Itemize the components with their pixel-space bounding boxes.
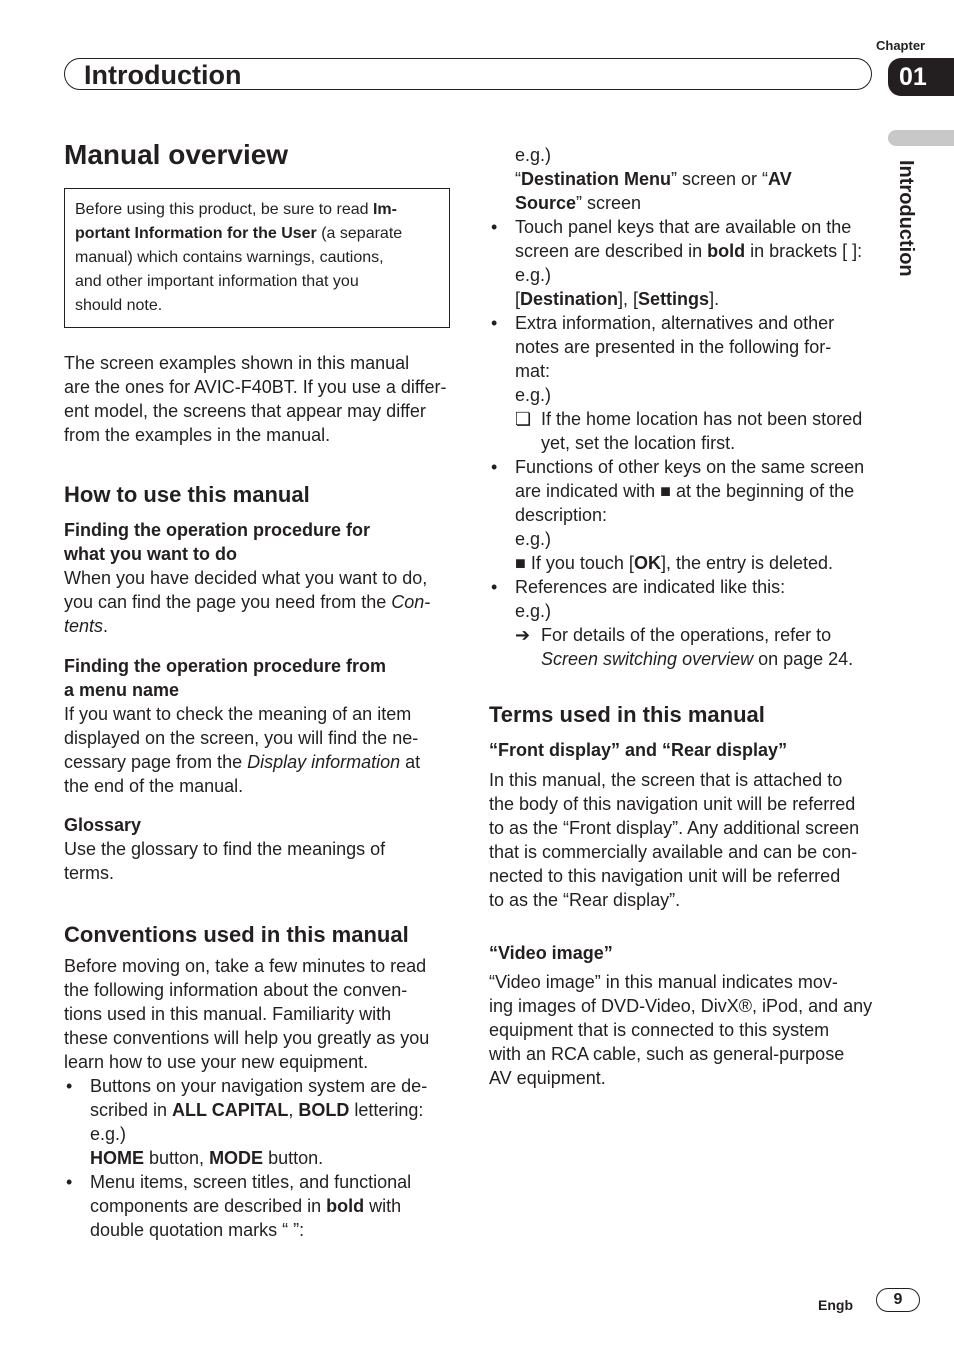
bold-text: bold <box>707 241 746 261</box>
intro-line: ent model, the screens that appear may differ <box>64 401 426 421</box>
body-line: If you want to check the meaning of an item <box>64 704 412 724</box>
body-line <box>64 750 420 774</box>
text: on page 24. <box>753 649 854 669</box>
text: button. <box>263 1148 324 1168</box>
text: in brackets [ ]: <box>745 241 863 261</box>
side-tab-marker <box>888 130 954 146</box>
text: at <box>400 752 421 772</box>
example <box>515 551 881 575</box>
example <box>515 287 881 311</box>
bold-text: BOLD <box>298 1100 350 1120</box>
body-line: In this manual, the screen that is attached to <box>489 770 843 790</box>
notice-line-2 <box>75 222 439 246</box>
text: components are described in <box>90 1196 327 1216</box>
bold-text: bold <box>326 1196 365 1216</box>
text: with <box>364 1196 402 1216</box>
subheading: Finding the operation procedure for <box>64 520 370 540</box>
example-label: e.g.) <box>515 145 552 165</box>
example-label: e.g.) <box>90 1124 127 1144</box>
text: . <box>103 616 109 636</box>
body-line <box>90 1194 464 1218</box>
body-line: • References are indicated like this: <box>515 577 786 597</box>
body-line: that is commercially available and can be con- <box>489 842 858 862</box>
body-line: double quotation marks “ ”: <box>90 1220 305 1240</box>
intro-paragraph <box>64 351 447 447</box>
body-line <box>64 590 430 614</box>
subheading: what you want to do <box>64 544 237 564</box>
conventions-left <box>64 954 464 1242</box>
section-title: Introduction <box>84 60 242 90</box>
body-line: nected to this navigation unit will be referred <box>489 866 841 886</box>
body-line: “Video image” in this manual indicates mov- <box>489 972 838 992</box>
text: ” screen <box>576 193 642 213</box>
bold-text: MODE <box>209 1148 264 1168</box>
notice-line-4: and other important information that you <box>75 273 359 290</box>
subheading: a menu name <box>64 680 180 700</box>
side-tab <box>894 160 920 300</box>
italic-text: Display information <box>247 752 401 772</box>
text: button, <box>144 1148 210 1168</box>
body-line: Before moving on, take a few minutes to read <box>64 956 427 976</box>
notice-bold: portant Information for the User <box>75 225 317 242</box>
list-item <box>64 1074 464 1170</box>
bold-text: OK <box>633 553 661 573</box>
body-line: are indicated with ■ at the beginning of the <box>515 481 855 501</box>
body-line: to as the “Rear display”. <box>489 890 681 910</box>
intro-line: are the ones for AVIC-F40BT. If you use a differ- <box>64 377 447 397</box>
italic-text: Con- <box>391 592 431 612</box>
side-tab-label: Introduction <box>895 160 917 277</box>
body-line: terms. <box>64 863 115 883</box>
italic-text: tents <box>64 616 104 636</box>
body-line: to as the “Front display”. Any additional screen <box>489 818 860 838</box>
notice-bold: Im- <box>372 201 397 218</box>
text: you can find the page you need from the <box>64 592 392 612</box>
body-line: these conventions will help you greatly as you <box>64 1028 430 1048</box>
list-item <box>489 455 881 575</box>
text: ]. <box>709 289 720 309</box>
example <box>489 167 881 191</box>
page-number: 9 <box>876 1288 920 1312</box>
body-line <box>64 614 430 638</box>
arrow-right-icon: ➔ <box>515 625 531 645</box>
example-label: e.g.) <box>515 265 552 285</box>
language-label: Engb <box>818 1297 853 1313</box>
body-line: Use the glossary to find the meanings of <box>64 839 386 859</box>
list-item-continued <box>489 143 881 215</box>
text: scribed in <box>90 1100 173 1120</box>
notice-text: Before using this product, be sure to read <box>75 201 373 218</box>
text: screen are described in <box>515 241 708 261</box>
body-line: • Menu items, screen titles, and functional <box>90 1172 412 1192</box>
list-item <box>489 575 881 671</box>
text: cessary page from the <box>64 752 248 772</box>
body-line: the end of the manual. <box>64 776 244 796</box>
example-label: e.g.) <box>515 529 552 549</box>
body-line: tions used in this manual. Familiarity with <box>64 1004 392 1024</box>
intro-line: from the examples in the manual. <box>64 425 331 445</box>
display-section <box>489 738 859 912</box>
body-line: • Touch panel keys that are available on the <box>515 217 852 237</box>
text: [ <box>515 289 521 309</box>
body-line <box>90 1098 464 1122</box>
how-to-heading: How to use this manual <box>64 482 310 507</box>
notice-line-3: manual) which contains warnings, cautions, <box>75 249 384 266</box>
example-label: e.g.) <box>515 601 552 621</box>
bold-text: Destination Menu <box>521 169 672 189</box>
body-line: For details of the operations, refer to <box>541 625 832 645</box>
note-checkbox-icon: ❏ <box>515 409 532 429</box>
text: ], [ <box>618 289 639 309</box>
subheading: Finding the operation procedure from <box>64 656 387 676</box>
bold-text: HOME <box>90 1148 144 1168</box>
list-item <box>64 1170 464 1242</box>
page-title: Manual overview <box>64 139 289 170</box>
list-item <box>489 311 881 455</box>
body-line: When you have decided what you want to do, <box>64 568 428 588</box>
intro-line: The screen examples shown in this manual <box>64 353 410 373</box>
note-example <box>515 407 881 455</box>
conventions-heading: Conventions used in this manual <box>64 922 409 947</box>
notice-box <box>64 188 450 328</box>
italic-text: Screen switching overview <box>541 649 754 669</box>
body-line: displayed on the screen, you will find the ne- <box>64 728 419 748</box>
subheading: “Video image” <box>489 943 613 963</box>
body-line: mat: <box>515 361 551 381</box>
body-line <box>515 239 881 263</box>
text: lettering: <box>349 1100 424 1120</box>
reference-example <box>515 623 881 671</box>
notice-text: (a separate <box>316 225 403 242</box>
chapter-label: Chapter <box>876 38 926 53</box>
menu-section <box>64 654 420 798</box>
notice-line-5: should note. <box>75 297 163 314</box>
chapter-number: 01 <box>888 58 954 96</box>
glossary-section <box>64 813 385 885</box>
body-line: If the home location has not been stored <box>541 409 863 429</box>
video-section <box>489 941 872 1090</box>
text: ], the entry is deleted. <box>660 553 834 573</box>
example <box>90 1146 464 1170</box>
body-line: notes are presented in the following for- <box>515 337 832 357</box>
body-line: • Extra information, alternatives and other <box>515 313 835 333</box>
body-line: the following information about the conven- <box>64 980 408 1000</box>
body-line: equipment that is connected to this system <box>489 1020 830 1040</box>
example-label: e.g.) <box>515 385 552 405</box>
body-line: description: <box>515 505 608 525</box>
body-line: yet, set the location first. <box>541 433 736 453</box>
body-line: • Functions of other keys on the same screen <box>515 457 865 477</box>
body-line: ing images of DVD-Video, DivX®, iPod, and any <box>489 996 873 1016</box>
example <box>489 191 881 215</box>
body-line: the body of this navigation unit will be referred <box>489 794 856 814</box>
contents-section <box>64 518 430 638</box>
text: “ <box>515 169 521 189</box>
body-line: with an RCA cable, such as general-purpose <box>489 1044 845 1064</box>
body-line: learn how to use your new equipment. <box>64 1052 369 1072</box>
subheading: “Front display” and “Rear display” <box>489 740 788 760</box>
text: ” screen or “ <box>671 169 769 189</box>
body-line: • Buttons on your navigation system are de- <box>90 1076 428 1096</box>
text: ■ If you touch [ <box>515 553 634 573</box>
terms-heading: Terms used in this manual <box>489 702 765 727</box>
bold-text: Settings <box>638 289 710 309</box>
list-item <box>489 215 881 311</box>
bold-text: ALL CAPITAL <box>172 1100 289 1120</box>
body-line <box>541 647 881 671</box>
notice-line-1 <box>75 198 439 222</box>
bold-text: AV <box>768 169 792 189</box>
bold-text: Destination <box>520 289 619 309</box>
bold-text: Source <box>515 193 577 213</box>
text: , <box>288 1100 299 1120</box>
body-line: AV equipment. <box>489 1068 606 1088</box>
subheading: Glossary <box>64 815 142 835</box>
conventions-right <box>489 143 881 671</box>
